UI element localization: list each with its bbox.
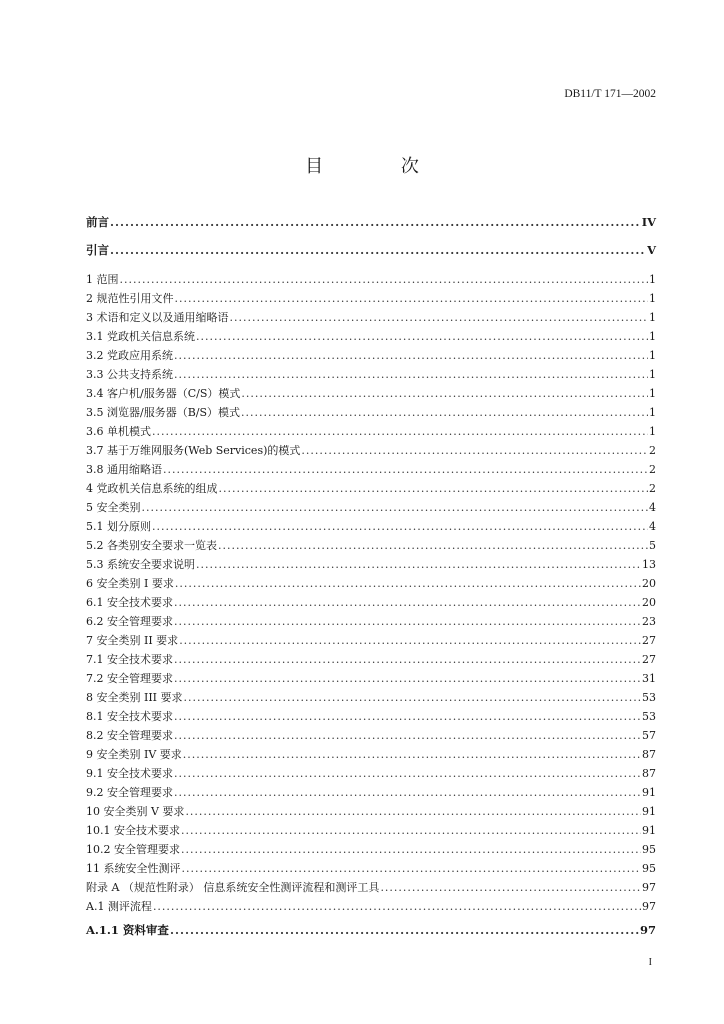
toc-entry-page: 97 [642, 900, 656, 913]
toc-entry-page: 2 [649, 463, 656, 476]
page-title: 目 次 [305, 156, 455, 177]
toc-entry-page: 20 [642, 577, 656, 590]
toc-entry-page: 1 [649, 292, 656, 305]
toc-entry[interactable] [86, 707, 656, 726]
toc-entry[interactable] [86, 612, 656, 631]
toc-entry-label: 5.1 划分原则 [86, 520, 151, 533]
toc-entry[interactable] [86, 916, 656, 944]
page-number: I [648, 957, 652, 968]
toc-entry[interactable] [86, 422, 656, 441]
toc-entry-label: 3.6 单机模式 [86, 425, 151, 438]
toc-entry[interactable] [86, 479, 656, 498]
dot-leader [181, 821, 641, 840]
dot-leader [219, 479, 649, 498]
toc-entry-page: 53 [642, 691, 656, 704]
toc-entry[interactable] [86, 308, 656, 327]
toc-entry-page: 87 [642, 748, 656, 761]
dot-leader [120, 270, 649, 289]
dot-leader [174, 593, 641, 612]
toc-entry-label: 1 范围 [86, 273, 119, 286]
dot-leader [174, 726, 641, 745]
toc-entry[interactable] [86, 403, 656, 422]
toc-entry-page: 27 [642, 653, 656, 666]
toc-entry-label: 6 安全类别 I 要求 [86, 577, 174, 590]
toc-entry[interactable] [86, 688, 656, 707]
toc-entry-page: 95 [642, 843, 656, 856]
toc-entry-page: 1 [649, 425, 656, 438]
toc-entry-page: 53 [642, 710, 656, 723]
toc-entry-page: 1 [649, 330, 656, 343]
toc-entry-label: 9.1 安全技术要求 [86, 767, 173, 780]
toc-entry-page: 91 [642, 786, 656, 799]
toc-entry[interactable] [86, 650, 656, 669]
toc-entry-label: 9 安全类别 IV 要求 [86, 748, 182, 761]
toc-entry-page: 1 [649, 273, 656, 286]
toc-entry[interactable] [86, 726, 656, 745]
dot-leader [241, 384, 648, 403]
dot-leader [174, 612, 641, 631]
dot-leader [174, 365, 648, 384]
toc-entry-page: 31 [642, 672, 656, 685]
toc-entry[interactable] [86, 859, 656, 878]
toc-entry[interactable] [86, 208, 656, 236]
toc-entry-label: 3 术语和定义以及通用缩略语 [86, 311, 229, 324]
dot-leader [152, 422, 648, 441]
toc-entry-page: 1 [649, 311, 656, 324]
toc-entry-label: 6.2 安全管理要求 [86, 615, 173, 628]
toc-entry-label: 4 党政机关信息系统的组成 [86, 482, 218, 495]
dot-leader [170, 916, 639, 944]
toc-entry-label: 前言 [86, 215, 109, 229]
dot-leader [174, 764, 641, 783]
toc-entry-label: 3.5 浏览器/服务器（B/S）模式 [86, 406, 241, 419]
toc-entry-page: 91 [642, 805, 656, 818]
toc-entry[interactable] [86, 270, 656, 289]
toc-entry-page: 87 [642, 767, 656, 780]
toc-entry[interactable] [86, 555, 656, 574]
dot-leader [182, 859, 642, 878]
dot-leader [174, 650, 641, 669]
toc-entry-label: 7 安全类别 II 要求 [86, 634, 179, 647]
toc-entry-label: 3.4 客户机/服务器（C/S）模式 [86, 387, 241, 400]
toc-entry-page: 2 [649, 482, 656, 495]
toc-entry-page: V [647, 243, 656, 257]
toc-entry-label: 3.8 通用缩略语 [86, 463, 162, 476]
toc-entry[interactable] [86, 346, 656, 365]
toc-entry-label: 10.1 安全技术要求 [86, 824, 180, 837]
toc-entry[interactable] [86, 897, 656, 916]
dot-leader [380, 878, 641, 897]
toc-entry[interactable] [86, 745, 656, 764]
toc-entry[interactable] [86, 840, 656, 859]
dot-leader [174, 346, 648, 365]
document-code: DB11/T 171—2002 [564, 88, 656, 100]
toc-entry[interactable] [86, 384, 656, 403]
toc-entry-label: 9.2 安全管理要求 [86, 786, 173, 799]
toc-entry-label: 引言 [86, 243, 109, 257]
toc-entry[interactable] [86, 821, 656, 840]
toc-entry-label: 5.3 系统安全要求说明 [86, 558, 195, 571]
toc-entry-page: 1 [649, 349, 656, 362]
toc-entry[interactable] [86, 365, 656, 384]
toc-entry-label: A.1.1 资料审查 [86, 923, 169, 937]
toc-entry-label: 2 规范性引用文件 [86, 292, 174, 305]
toc-entry-label: 3.3 公共支持系统 [86, 368, 173, 381]
toc-entry-label: 5 安全类别 [86, 501, 141, 514]
dot-leader [230, 308, 649, 327]
dot-leader [181, 840, 641, 859]
toc-entry-label: 11 系统安全性测评 [86, 862, 181, 875]
toc-entry-page: 27 [642, 634, 656, 647]
toc-entry-label: 8.2 安全管理要求 [86, 729, 173, 742]
toc-entry-page: 57 [642, 729, 656, 742]
toc-entry[interactable] [86, 460, 656, 479]
toc-entry-page: 5 [649, 539, 656, 552]
toc-entry-label: 3.7 基于万维网服务(Web Services)的模式 [86, 444, 301, 457]
dot-leader [183, 745, 641, 764]
dot-leader [196, 555, 641, 574]
toc-entry-page: 95 [642, 862, 656, 875]
toc-entry-label: 7.2 安全管理要求 [86, 672, 173, 685]
toc-entry-label: 3.1 党政机关信息系统 [86, 330, 195, 343]
toc-entry-page: 4 [649, 501, 656, 514]
toc-entry-label: 8.1 安全技术要求 [86, 710, 173, 723]
toc-entry[interactable] [86, 441, 656, 460]
toc-entry-page: 2 [649, 444, 656, 457]
toc-entry[interactable] [86, 764, 656, 783]
dot-leader [218, 536, 648, 555]
toc-entry-page: 1 [649, 387, 656, 400]
toc-entry[interactable] [86, 593, 656, 612]
dot-leader [174, 669, 641, 688]
dot-leader [110, 236, 646, 264]
toc-entry[interactable] [86, 498, 656, 517]
dot-leader [152, 517, 648, 536]
toc-entry-page: 91 [642, 824, 656, 837]
toc-entry-label: 3.2 党政应用系统 [86, 349, 173, 362]
toc-entry-page: 4 [649, 520, 656, 533]
toc-entry[interactable] [86, 802, 656, 821]
toc-entry-label: 附录 A （规范性附录） 信息系统安全性测评流程和测评工具 [86, 881, 380, 894]
toc-entry-page: 1 [649, 406, 656, 419]
toc-entry[interactable] [86, 536, 656, 555]
dot-leader [174, 707, 641, 726]
toc-entry[interactable] [86, 289, 656, 308]
dot-leader [184, 688, 641, 707]
dot-leader [175, 289, 649, 308]
toc-entry-label: A.1 测评流程 [86, 900, 152, 913]
dot-leader [185, 802, 641, 821]
dot-leader [153, 897, 641, 916]
toc-entry-page: 23 [642, 615, 656, 628]
dot-leader [196, 327, 648, 346]
dot-leader [179, 631, 641, 650]
table-of-contents [86, 208, 656, 944]
toc-entry-label: 6.1 安全技术要求 [86, 596, 173, 609]
toc-entry-label: 10.2 安全管理要求 [86, 843, 180, 856]
toc-entry[interactable] [86, 517, 656, 536]
toc-entry-page: 97 [642, 881, 656, 894]
toc-entry-label: 5.2 各类别安全要求一览表 [86, 539, 217, 552]
dot-leader [142, 498, 649, 517]
toc-entry-page: 97 [639, 923, 656, 937]
toc-entry-label: 7.1 安全技术要求 [86, 653, 173, 666]
toc-entry[interactable] [86, 327, 656, 346]
dot-leader [163, 460, 648, 479]
toc-entry[interactable] [86, 783, 656, 802]
toc-entry[interactable] [86, 574, 656, 593]
toc-entry[interactable] [86, 631, 656, 650]
toc-entry-page: IV [641, 215, 656, 229]
dot-leader [175, 574, 641, 593]
toc-entry-page: 20 [642, 596, 656, 609]
toc-entry[interactable] [86, 878, 656, 897]
toc-entry[interactable] [86, 236, 656, 264]
dot-leader [241, 403, 648, 422]
toc-entry[interactable] [86, 669, 656, 688]
dot-leader [174, 783, 641, 802]
toc-entry-page: 13 [642, 558, 656, 571]
dot-leader [110, 208, 641, 236]
dot-leader [301, 441, 648, 460]
toc-entry-page: 1 [649, 368, 656, 381]
toc-entry-label: 8 安全类别 III 要求 [86, 691, 183, 704]
toc-entry-label: 10 安全类别 V 要求 [86, 805, 185, 818]
